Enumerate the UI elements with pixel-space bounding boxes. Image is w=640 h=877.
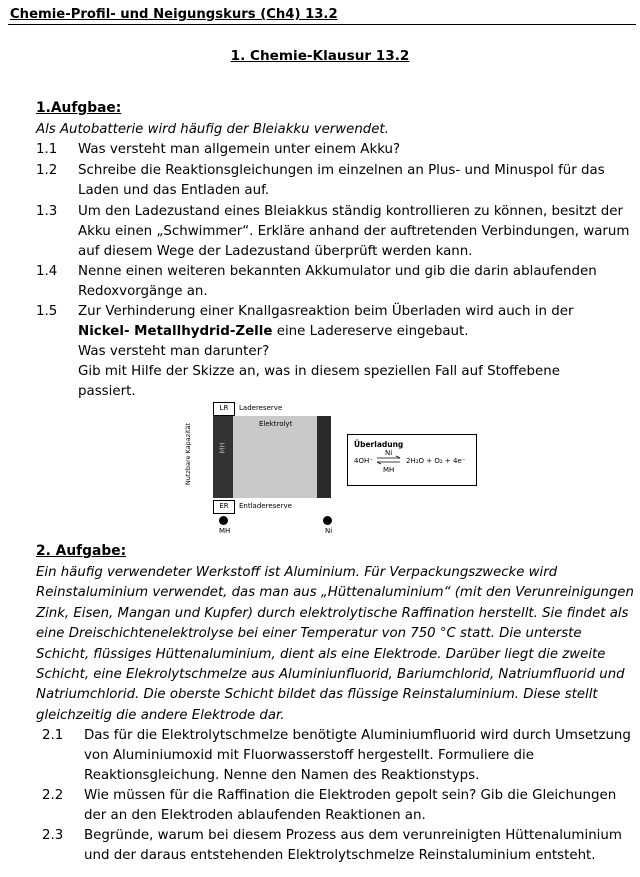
task1-heading: 1.Aufgbae:: [36, 100, 122, 116]
question-number: 2.3: [42, 828, 64, 843]
question-number: 1.3: [36, 204, 58, 219]
entladereserve-label: Entladereserve: [239, 502, 292, 510]
nimh-cell-sketch: [184, 398, 495, 538]
ni-pole-label: Ni: [325, 527, 333, 535]
elektrolyt-label: Elektrolyt: [259, 420, 293, 428]
minus-pole-icon: [219, 516, 228, 525]
question-2-1: [36, 726, 634, 786]
reaction-left: 4OH⁻: [354, 457, 373, 465]
question-text: [78, 302, 634, 402]
question-1-2: [36, 161, 634, 201]
question-number: 1.2: [36, 163, 58, 178]
mh-electrode-label: MH: [218, 442, 227, 454]
question-1-5: [36, 302, 634, 402]
ladereserve-label: Ladereserve: [239, 404, 283, 412]
lr-box: LR: [213, 402, 235, 416]
question-text: Was versteht man allgemein unter einem Akku?: [78, 142, 401, 157]
question-1-3: [36, 202, 634, 262]
question-number: 2.2: [42, 788, 64, 803]
overcharge-box: [347, 434, 477, 486]
question-text-part: Gib mit Hilfe der Skizze an, was in diesem speziellen Fall auf Stoffebene passiert.: [78, 364, 560, 399]
reaction-under: MH: [383, 466, 395, 474]
course-header: Chemie-Profil- und Neigungskurs (Ch4) 13.2: [10, 7, 338, 22]
reaction-right: 2H₂O + O₂ + 4e⁻: [406, 457, 466, 465]
ni-electrode: [317, 416, 331, 498]
question-number: 1.4: [36, 264, 58, 279]
question-1-4: [36, 262, 634, 302]
question-number: 1.5: [36, 304, 58, 319]
task2-intro: Ein häufig verwendeter Werkstoff ist Aluminium. Für Verpackungszwecke wird Reinstaluminium verwendet, das man aus „Hüttenaluminium“ (mit den Verunreinigungen Zink, Eisen, Mangan und Kupfer) durch elektrolytische Raffination herstellt. Sie findet als eine Dreischichtenelektrolyse bei einer Temperatur von 750 °C statt. Die unterste Schicht, flüssiges Hüttenaluminium, dient als eine Elektrode. Darüber liegt die zweite Schicht, eine Elekrolytschmelze aus Aluminiunfluorid, Bariumchlorid, Natriumfluorid und Natriumchlorid. Die oberste Schicht bildet das flüssige Reinstaluminium. Diese stellt gleichzeitig die andere Elektrode dar.: [36, 565, 634, 723]
question-number: 1.1: [36, 142, 58, 157]
question-2-3: [36, 826, 634, 866]
task2-heading: 2. Aufgabe:: [36, 543, 127, 559]
question-text: Wie müssen für die Raffination die Elektroden gepolt sein? Gib die Gleichungen der an den Elektroden ablaufenden Reaktionen an.: [84, 788, 617, 823]
ni-pole-icon: [323, 516, 332, 525]
question-text-part: Was versteht man darunter?: [78, 344, 270, 359]
mh-pole-label: MH: [219, 527, 231, 535]
overcharge-title: Überladung: [354, 440, 404, 449]
task1-intro: Als Autobatterie wird häufig der Bleiakku verwendet.: [36, 122, 389, 137]
question-1-1: [36, 140, 634, 160]
question-text: Das für die Elektrolytschmelze benötigte Aluminiumfluorid wird durch Umsetzung von Aluminiumoxid mit Fluorwasserstoff hergestellt. Formuliere die Reaktionsgleichung. Nenne den Namen des Reaktionstyps.: [84, 728, 631, 783]
reaction-over: Ni: [385, 449, 393, 457]
er-box: ER: [213, 500, 235, 514]
equilibrium-arrow-icon: [376, 455, 402, 465]
question-2-2: [36, 786, 634, 826]
exam-title: 1. Chemie-Klausur 13.2: [230, 48, 410, 64]
question-text: Um den Ladezustand eines Bleiakkus ständig kontrollieren zu können, besitzt der Akku einen „Schwimmer“. Erkläre anhand der auftretenden Verbindungen, warum auf diesem Wege der Ladezustand überprüft werden kann.: [78, 204, 630, 259]
question-text: Nenne einen weiteren bekannten Akkumulator und gib die darin ablaufenden Redoxvorgänge an.: [78, 264, 597, 299]
question-text-part: eine Ladereserve eingebaut.: [276, 324, 469, 339]
mh-electrode: [213, 416, 233, 498]
question-number: 2.1: [42, 728, 64, 743]
usable-capacity-label: Nutzbare Kapazität: [184, 422, 193, 486]
cell-name-bold: Nickel- Metallhydrid-Zelle: [78, 324, 273, 339]
header-divider: [8, 24, 636, 25]
electrolyte-region: [233, 416, 317, 498]
question-text-part: Zur Verhinderung einer Knallgasreaktion beim Überladen wird auch in der: [78, 304, 574, 319]
question-text: Schreibe die Reaktionsgleichungen im einzelnen an Plus- und Minuspol für das Laden und das Entladen auf.: [78, 163, 605, 198]
question-text: Begründe, warum bei diesem Prozess aus dem verunreinigten Hüttenaluminium und der daraus entstehenden Elektrolytschmelze Reinstaluminium entsteht.: [84, 828, 622, 863]
